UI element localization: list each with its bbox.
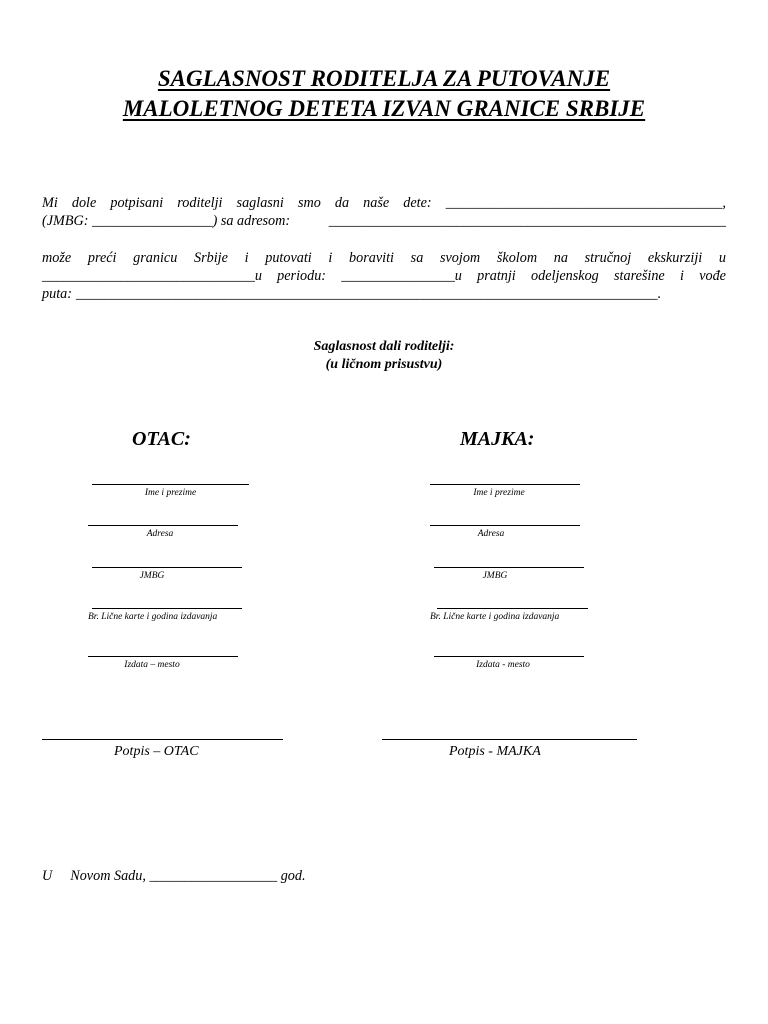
word: odeljenskog <box>531 268 599 284</box>
father-name-line <box>92 484 249 485</box>
father-issued-line <box>88 656 238 657</box>
word: smo <box>297 195 321 211</box>
father-id-label: Br. Lične karte i godina izdavanja <box>88 612 218 622</box>
word: ekskurziji <box>647 250 703 266</box>
word: granicu <box>133 250 178 266</box>
word: periodu: <box>277 268 327 284</box>
period-blank: ________________u <box>341 268 462 284</box>
guide-blank: __________________________________________________________________________________. <box>75 286 662 302</box>
destination-blank: ______________________________u <box>42 268 262 284</box>
father-id-line <box>92 608 242 609</box>
word: svojom <box>439 250 481 266</box>
paragraph-line <box>42 285 726 303</box>
word: Srbije <box>194 250 228 266</box>
word: dete: <box>403 195 432 211</box>
word: može <box>42 250 72 266</box>
mother-heading: MAJKA: <box>460 428 535 450</box>
paragraph-travel-info <box>42 249 726 303</box>
word: sa <box>410 250 424 266</box>
document-title-line-1: SAGLASNOST RODITELJA ZA PUTOVANJE <box>157 66 611 91</box>
mother-address-label: Adresa <box>477 529 505 539</box>
father-signature-label: Potpis – OTAC <box>114 744 199 759</box>
child-name-blank: _______________________________________, <box>445 195 726 211</box>
word: školom <box>496 250 538 266</box>
consent-heading: Saglasnost dali roditelji: <box>313 339 455 354</box>
mother-signature-line <box>382 739 637 740</box>
word: u <box>718 250 726 266</box>
word: preći <box>87 250 117 266</box>
paragraph-child-info <box>42 194 726 230</box>
mother-jmbg-line <box>434 567 584 568</box>
mother-issued-label: Izdata - mesto <box>476 660 530 670</box>
mother-issued-line <box>434 656 584 657</box>
father-address-label: Adresa <box>146 529 174 539</box>
word: roditelji <box>177 195 223 211</box>
word: vođe <box>699 268 726 284</box>
word: Mi <box>42 195 58 211</box>
word: i <box>244 250 249 266</box>
word: stručnoj <box>584 250 632 266</box>
father-jmbg-line <box>92 567 242 568</box>
mother-address-line <box>430 525 580 526</box>
address-blank: ________________________________________________________ <box>328 213 726 229</box>
father-issued-label: Izdata – mesto <box>124 660 180 670</box>
footer-prefix: U <box>42 868 53 884</box>
paragraph-line <box>42 267 726 285</box>
mother-name-label: Ime i prezime <box>473 488 525 498</box>
mother-jmbg-label: JMBG <box>482 571 508 581</box>
father-heading: OTAC: <box>132 428 191 450</box>
mother-id-line <box>437 608 588 609</box>
document-title-line-2: MALOLETNOG DETETA IZVAN GRANICE SRBIJE <box>122 96 646 121</box>
word: i <box>679 268 684 284</box>
word: da <box>334 195 350 211</box>
footer-place-date: Novom Sadu, __________________ god. <box>70 868 306 884</box>
word: starešine <box>614 268 665 284</box>
word: putovati <box>265 250 312 266</box>
word: boraviti <box>349 250 394 266</box>
father-signature-line <box>42 739 283 740</box>
word: potpisani <box>110 195 164 211</box>
mother-id-label: Br. Lične karte i godina izdavanja <box>430 612 560 622</box>
consent-subheading: (u ličnom prisustvu) <box>325 357 443 372</box>
word: i <box>328 250 333 266</box>
father-name-label: Ime i prezime <box>144 488 197 498</box>
father-address-line <box>88 525 238 526</box>
mother-signature-label: Potpis - MAJKA <box>449 744 541 759</box>
paragraph-line <box>42 212 726 230</box>
paragraph-line <box>42 249 726 267</box>
father-jmbg-label: JMBG <box>139 571 165 581</box>
paragraph-line <box>42 194 726 212</box>
word: naše <box>363 195 390 211</box>
mother-name-line <box>430 484 580 485</box>
word: saglasni <box>236 195 284 211</box>
word: puta: <box>42 286 72 302</box>
word: dole <box>71 195 97 211</box>
jmbg-address-prefix: (JMBG: _________________) sa adresom: <box>42 213 291 229</box>
word: pratnji <box>477 268 516 284</box>
word: na <box>553 250 568 266</box>
place-date-line <box>42 868 306 885</box>
